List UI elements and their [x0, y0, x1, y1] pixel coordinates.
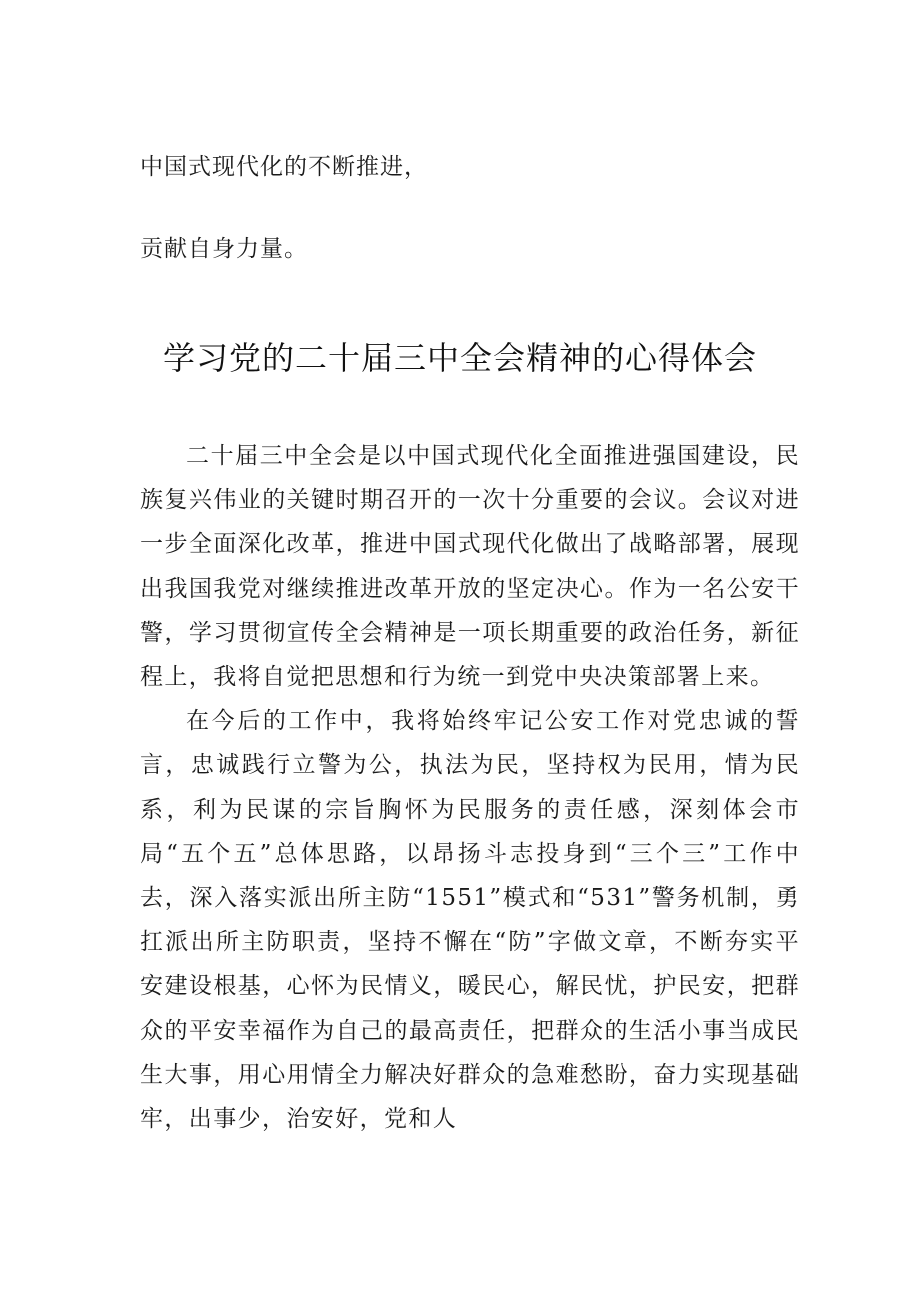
paragraph-2: 在今后的工作中，我将始终牢记公安工作对党忠诚的誓言，忠诚践行立警为公，执法为民，坚持权为民用，情为民系，利为民谋的宗旨胸怀为民服务的责任感，深刻体会市局“五个五”总体思路，以昂扬斗志投身到“三个三”工作中去，深入落实派出所主防“1551”模式和“531”警务机制，勇扛派出所主防职责，坚持不懈在“防”字做文章，不断夯实平安建设根基，心怀为民情义，暖民心，解民忧，护民安，把群众的平安幸福作为自己的最高责任，把群众的生活小事当成民生大事，用心用情全力解决好群众的急难愁盼，奋力实现基础牢，出事少，治安好，党和人	[140, 708, 800, 1133]
paragraph-1: 二十届三中全会是以中国式现代化全面推进强国建设，民族复兴伟业的关键时期召开的一次十分重要的会议。会议对进一步全面深化改革，推进中国式现代化做出了战略部署，展现出我国我党对继续推进改革开放的坚定决心。作为一名公安干警，学习贯彻宣传全会精神是一项长期重要的政治任务，新征程上，我将自觉把思想和行为统一到党中央决策部署上来。	[140, 443, 800, 691]
fragment-line-1: 中国式现代化的不断推进，	[140, 154, 428, 180]
article-title: 学习党的二十届三中全会精神的心得体会	[162, 339, 757, 377]
article-body	[140, 434, 800, 1141]
fragment-line-2: 贡献自身力量。	[140, 236, 308, 262]
